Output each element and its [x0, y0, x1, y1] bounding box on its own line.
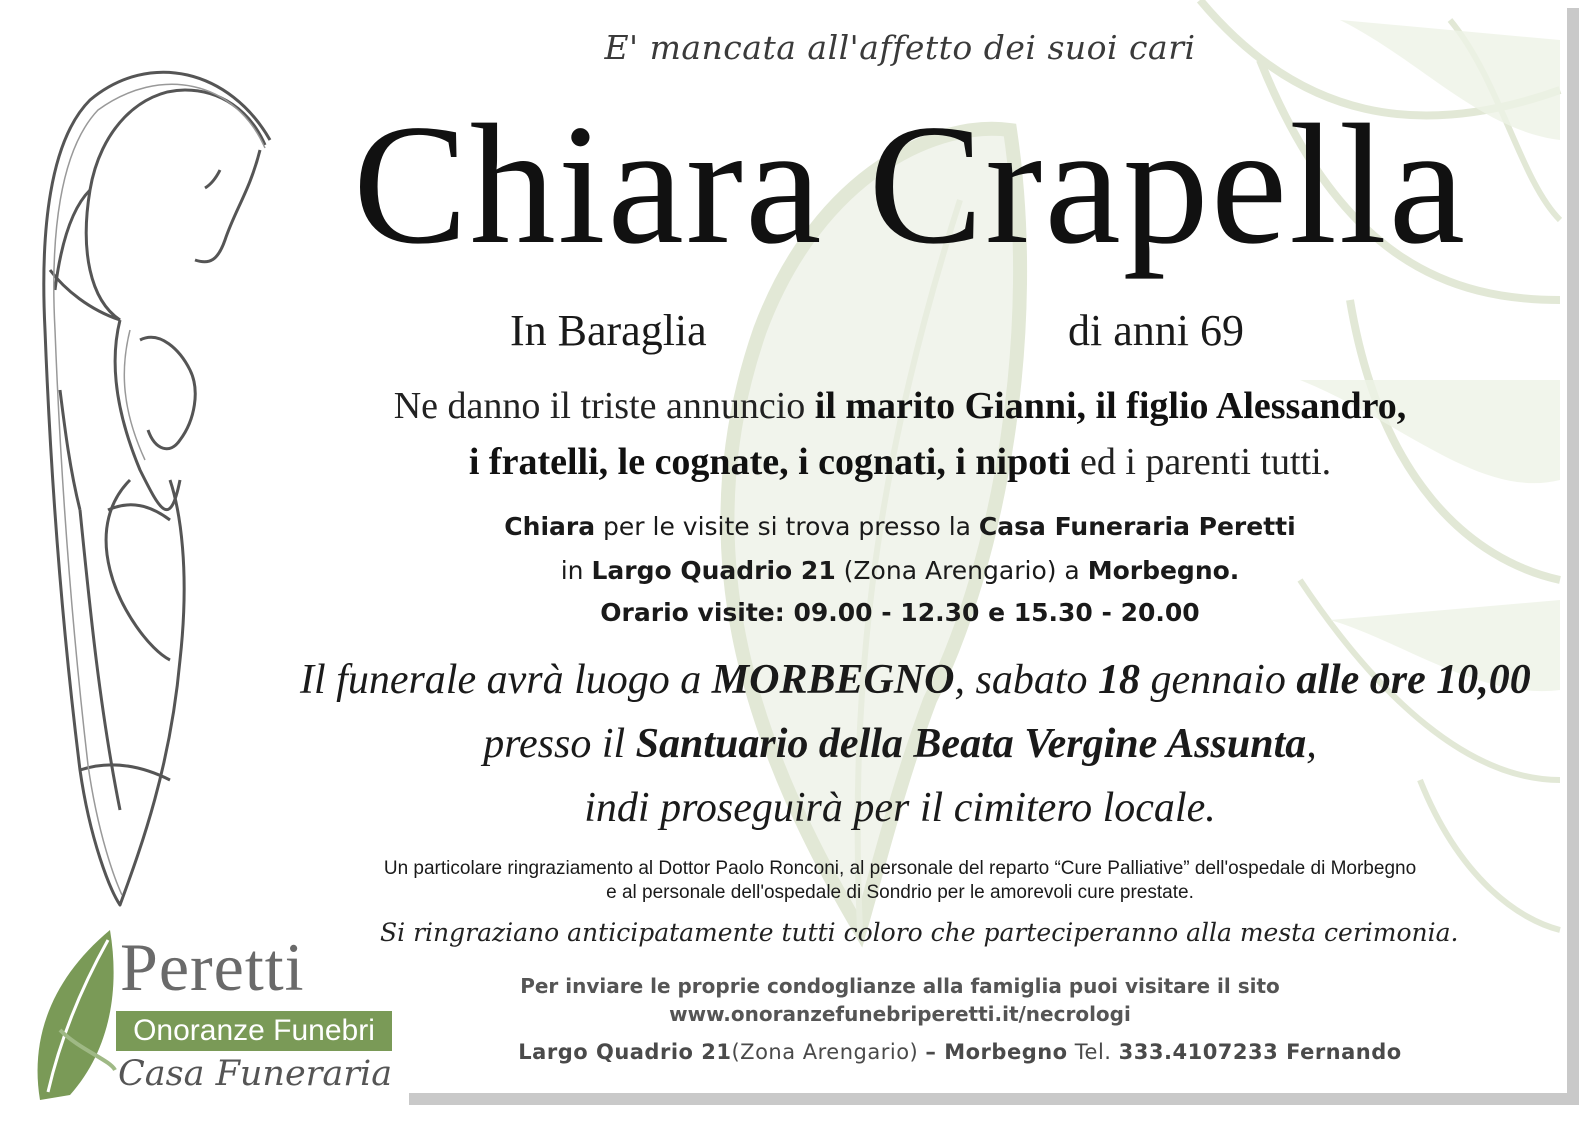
intro-text: E' mancata all'affetto dei suoi cari — [604, 28, 1196, 67]
condolences-text: Per inviare le proprie condoglianze alla famiglia puoi visitare il sito — [520, 974, 1280, 998]
visit-name: Chiara — [504, 512, 596, 541]
married-name: In Baraglia — [510, 306, 707, 355]
thanks-line-1: Un particolare ringraziamento al Dottor Paolo Ronconi, al personale del reparto “Cure Palliative” dell'ospedale di Morbegno — [383, 858, 1417, 879]
visit-place: Casa Funeraria Peretti — [978, 512, 1296, 541]
deceased-name: Chiara Crapella — [352, 90, 1468, 280]
visit-line-2 — [380, 556, 1420, 585]
footer-zone: (Zona Arengario) — [731, 1040, 926, 1064]
thanks-line-2: e al personale dell'ospedale di Sondrio per le amorevoli cure prestate. — [606, 882, 1194, 903]
funeral-text: presso il — [483, 721, 636, 767]
visit-text: per le visite si trova presso la — [595, 512, 979, 541]
visit-hours: Orario visite: 09.00 - 12.30 e 15.30 - 20.00 — [600, 598, 1200, 627]
footer-city: Morbegno — [936, 1040, 1068, 1064]
footer-dash: – — [925, 1040, 937, 1064]
logo-subtitle-bar: Onoranze Funebri — [116, 1011, 392, 1051]
condolences-url[interactable]: www.onoranzefunebriperetti.it/necrologi — [669, 1002, 1131, 1026]
announcement-text: Ne danno il triste annuncio — [393, 385, 815, 427]
funeral-day: 18 — [1098, 657, 1141, 703]
visit-line-1 — [380, 512, 1420, 541]
praying-madonna-illustration — [20, 10, 290, 910]
footer-phone[interactable]: 333.4107233 — [1118, 1040, 1279, 1064]
funeral-text: Il funerale avrà luogo a — [300, 657, 712, 703]
deceased-age: di anni 69 — [1068, 306, 1244, 355]
footer-tel-label: Tel. — [1067, 1040, 1119, 1064]
funeral-church: Santuario della Beata Vergine Assunta — [635, 721, 1307, 767]
funeral-line-3: indi proseguirà per il cimitero locale. — [584, 785, 1216, 831]
funeral-city: MORBEGNO — [711, 657, 955, 703]
visit-address: Largo Quadrio 21 — [591, 556, 836, 585]
funeral-line-1 — [300, 656, 1531, 704]
visit-city: Morbegno. — [1087, 556, 1240, 585]
funeral-text: gennaio — [1140, 657, 1297, 703]
footer-contact: Fernando — [1278, 1040, 1402, 1064]
announcement-text: ed i parenti tutti. — [1070, 441, 1332, 483]
announcement-relatives: il marito Gianni, il figlio Alessandro, — [814, 385, 1407, 427]
funeral-time: alle ore 10,00 — [1296, 657, 1531, 703]
announcement-relatives: i fratelli, le cognate, i cognati, i nipoti — [468, 441, 1071, 483]
announcement-line-1 — [340, 384, 1460, 428]
visit-text: (Zona Arengario) a — [835, 556, 1088, 585]
footer-street: Largo Quadrio 21 — [518, 1040, 732, 1064]
funeral-line-2 — [300, 720, 1500, 768]
funeral-text: , sabato — [954, 657, 1099, 703]
footer-address — [440, 1040, 1480, 1064]
logo-wordmark: Peretti — [120, 929, 305, 1005]
thanks-ceremony: Si ringraziano anticipatamente tutti coloro che parteciperanno alla mesta cerimonia. — [380, 918, 1459, 947]
logo-script-text: Casa Funeraria — [118, 1054, 393, 1094]
announcement-line-2 — [340, 440, 1460, 484]
funeral-text: , — [1306, 721, 1317, 767]
visit-text: in — [560, 556, 592, 585]
